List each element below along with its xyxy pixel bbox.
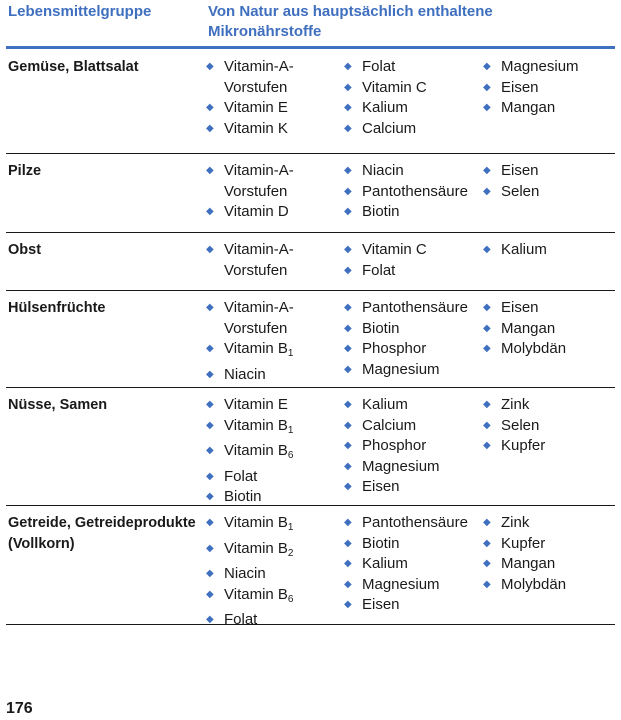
diamond-bullet-icon: ◆ [206, 302, 214, 313]
nutrient-item: ◆ Vitamin $B_1$ [206, 416, 294, 436]
diamond-bullet-icon: ◆ [344, 517, 352, 528]
nutrient-item: ◆ Folat [206, 467, 341, 488]
diamond-bullet-icon: ◆ [483, 440, 491, 451]
nutrient-item: ◆ Kalium [344, 395, 479, 416]
diamond-bullet-icon: ◆ [206, 165, 214, 176]
diamond-bullet-icon: ◆ [206, 542, 214, 554]
diamond-bullet-icon: ◆ [344, 399, 352, 410]
diamond-bullet-icon: ◆ [483, 185, 491, 197]
diamond-bullet-icon: ◆ [344, 363, 352, 375]
nutrient-item: ◆ Phosphor [344, 436, 479, 457]
header-food-group: Lebensmittelgruppe [8, 3, 152, 20]
diamond-bullet-icon: ◆ [483, 343, 491, 354]
diamond-bullet-icon: ◆ [483, 102, 491, 113]
diamond-bullet-icon: ◆ [344, 302, 352, 313]
nutrient-item: ◆ Vitamin-A- Vorstufen [206, 162, 294, 200]
diamond-bullet-icon: ◆ [344, 206, 352, 217]
diamond-bullet-icon: ◆ [483, 558, 491, 569]
nutrient-list [206, 298, 341, 385]
nutrient-item: ◆ Vitamin $B_1$ [206, 514, 294, 533]
nutrient-item: ◆ Biotin [344, 319, 479, 340]
nutrient-item: ◆ Magnesium [344, 457, 479, 478]
nutrient-item: ◆ Eisen [344, 595, 479, 616]
table-row [6, 153, 615, 233]
nutrient-item: ◆ Calcium [344, 416, 479, 437]
table-row [6, 232, 615, 291]
diamond-bullet-icon: ◆ [483, 578, 491, 590]
diamond-bullet-icon: ◆ [206, 102, 214, 113]
nutrient-list [344, 161, 479, 223]
nutrient-item: ◆ Folat [206, 610, 341, 631]
nutrient-item: ◆ Mangan [483, 98, 613, 119]
nutrient-item: ◆ Eisen [344, 477, 479, 498]
food-group-label: Gemüse, Blattsalat [8, 59, 139, 75]
table-row [6, 505, 615, 628]
diamond-bullet-icon: ◆ [344, 578, 352, 590]
nutrient-item: ◆ Mangan [483, 319, 613, 340]
nutrient-item: ◆ Magnesium [483, 57, 613, 78]
diamond-bullet-icon: ◆ [483, 302, 491, 313]
nutrient-item: ◆ Zink [483, 395, 613, 416]
nutrient-list [483, 298, 613, 360]
nutrient-item: ◆ Vitamin $B_1$ [206, 340, 294, 359]
diamond-bullet-icon: ◆ [206, 419, 214, 431]
nutrient-item: ◆ Niacin [344, 161, 479, 182]
table-row [6, 49, 615, 154]
nutrient-list [344, 395, 479, 498]
nutrient-item: ◆ Vitamin $B_6$ [206, 585, 294, 605]
diamond-bullet-icon: ◆ [483, 537, 491, 549]
diamond-bullet-icon: ◆ [483, 244, 491, 255]
nutrient-list [483, 395, 613, 457]
nutrient-item: ◆ Pantothensäure [344, 182, 479, 203]
nutrient-item: ◆ Vitamin-A- Vorstufen [206, 58, 294, 96]
food-group-label: Getreide, Getreideprodukte (Vollkorn) [8, 515, 196, 552]
nutrient-item: ◆ Vitamin C [344, 240, 479, 261]
diamond-bullet-icon: ◆ [206, 399, 214, 410]
diamond-bullet-icon: ◆ [344, 599, 352, 610]
nutrient-item: ◆ Vitamin C [344, 78, 479, 99]
nutrient-item: ◆ Vitamin $B_2$ [206, 539, 294, 559]
nutrient-item: ◆ Zink [483, 513, 613, 534]
diamond-bullet-icon: ◆ [206, 470, 214, 482]
header-micronutrients: Von Natur aus hauptsächlich enthaltene Mikronährstoffe [208, 3, 493, 40]
diamond-bullet-icon: ◆ [206, 491, 214, 502]
diamond-bullet-icon: ◆ [206, 122, 214, 134]
nutrient-list [344, 513, 479, 616]
diamond-bullet-icon: ◆ [483, 517, 491, 528]
nutrient-item: ◆ Selen [483, 416, 613, 437]
diamond-bullet-icon: ◆ [344, 558, 352, 569]
nutrient-list [344, 240, 479, 281]
nutrient-list [483, 161, 613, 202]
diamond-bullet-icon: ◆ [344, 81, 352, 93]
diamond-bullet-icon: ◆ [344, 61, 352, 72]
nutrient-item: ◆ Folat [344, 57, 479, 78]
diamond-bullet-icon: ◆ [344, 537, 352, 549]
diamond-bullet-icon: ◆ [483, 322, 491, 334]
diamond-bullet-icon: ◆ [344, 165, 352, 176]
nutrient-item: ◆ Pantothensäure [344, 298, 479, 319]
food-group-label: Nüsse, Samen [8, 397, 108, 413]
nutrient-item: ◆ Niacin [206, 365, 341, 386]
table-row [6, 387, 615, 506]
nutrient-list [483, 57, 613, 119]
diamond-bullet-icon: ◆ [206, 61, 214, 72]
diamond-bullet-icon: ◆ [206, 445, 214, 456]
diamond-bullet-icon: ◆ [206, 588, 214, 600]
nutrient-item: ◆ Vitamin K [206, 119, 341, 140]
diamond-bullet-icon: ◆ [344, 343, 352, 354]
nutrient-list [206, 395, 341, 508]
nutrient-item: ◆ Vitamin E [206, 98, 341, 119]
nutrient-item: ◆ Pantothensäure [344, 513, 479, 534]
nutrient-list [483, 513, 613, 595]
diamond-bullet-icon: ◆ [344, 440, 352, 451]
diamond-bullet-icon: ◆ [344, 244, 352, 255]
nutrient-list [206, 57, 341, 139]
diamond-bullet-icon: ◆ [483, 165, 491, 176]
nutrient-list [344, 57, 479, 139]
nutrient-item: ◆ Eisen [483, 161, 613, 182]
nutrient-item: ◆ Biotin [206, 487, 341, 508]
diamond-bullet-icon: ◆ [344, 460, 352, 472]
food-group-label: Obst [8, 242, 42, 258]
diamond-bullet-icon: ◆ [206, 368, 214, 380]
nutrient-item: ◆ Vitamin-A- Vorstufen [206, 241, 294, 279]
diamond-bullet-icon: ◆ [344, 322, 352, 334]
diamond-bullet-icon: ◆ [483, 81, 491, 93]
nutrient-list [206, 161, 341, 223]
diamond-bullet-icon: ◆ [206, 244, 214, 255]
diamond-bullet-icon: ◆ [344, 264, 352, 276]
nutrient-item: ◆ Phosphor [344, 339, 479, 360]
diamond-bullet-icon: ◆ [344, 102, 352, 113]
nutrient-item: ◆ Vitamin E [206, 395, 341, 416]
food-group-label: Pilze [8, 163, 42, 179]
nutrient-item: ◆ Eisen [483, 78, 613, 99]
diamond-bullet-icon: ◆ [483, 61, 491, 72]
nutrient-list [483, 240, 613, 261]
diamond-bullet-icon: ◆ [344, 185, 352, 197]
nutrient-list [344, 298, 479, 380]
diamond-bullet-icon: ◆ [344, 419, 352, 431]
diamond-bullet-icon: ◆ [206, 568, 214, 579]
diamond-bullet-icon: ◆ [483, 419, 491, 431]
nutrient-item: ◆ Kupfer [483, 436, 613, 457]
table-header [6, 0, 615, 49]
nutrient-item: ◆ Biotin [344, 202, 479, 223]
nutrient-item: ◆ Kalium [344, 98, 479, 119]
page-number: 176 [6, 700, 33, 717]
nutrient-item: ◆ Folat [344, 261, 479, 282]
diamond-bullet-icon: ◆ [483, 399, 491, 410]
nutrient-item: ◆ Vitamin-A- Vorstufen [206, 299, 294, 337]
diamond-bullet-icon: ◆ [206, 343, 214, 354]
nutrient-list [206, 513, 341, 631]
nutrient-item: ◆ Eisen [483, 298, 613, 319]
diamond-bullet-icon: ◆ [344, 122, 352, 134]
nutrient-item: ◆ Niacin [206, 564, 341, 585]
nutrient-item: ◆ Kalium [344, 554, 479, 575]
nutrient-item: ◆ Selen [483, 182, 613, 203]
nutrient-item: ◆ Kalium [483, 240, 613, 261]
nutrient-item: ◆ Kupfer [483, 534, 613, 555]
nutrient-item: ◆ Magnesium [344, 575, 479, 596]
nutrient-item: ◆ Calcium [344, 119, 479, 140]
diamond-bullet-icon: ◆ [344, 481, 352, 492]
nutrient-item: ◆ Molybdän [483, 339, 613, 360]
nutrient-item: ◆ Biotin [344, 534, 479, 555]
nutrient-list [206, 240, 341, 281]
nutrient-item: ◆ Mangan [483, 554, 613, 575]
diamond-bullet-icon: ◆ [206, 517, 214, 528]
nutrient-item: ◆ Magnesium [344, 360, 479, 381]
diamond-bullet-icon: ◆ [206, 206, 214, 217]
nutrient-item: ◆ Molybdän [483, 575, 613, 596]
food-group-label: Hülsenfrüchte [8, 300, 106, 316]
nutrient-item: ◆ Vitamin $B_6$ [206, 442, 294, 461]
nutrient-item: ◆ Vitamin D [206, 202, 341, 223]
table-row [6, 290, 615, 388]
diamond-bullet-icon: ◆ [206, 614, 214, 625]
